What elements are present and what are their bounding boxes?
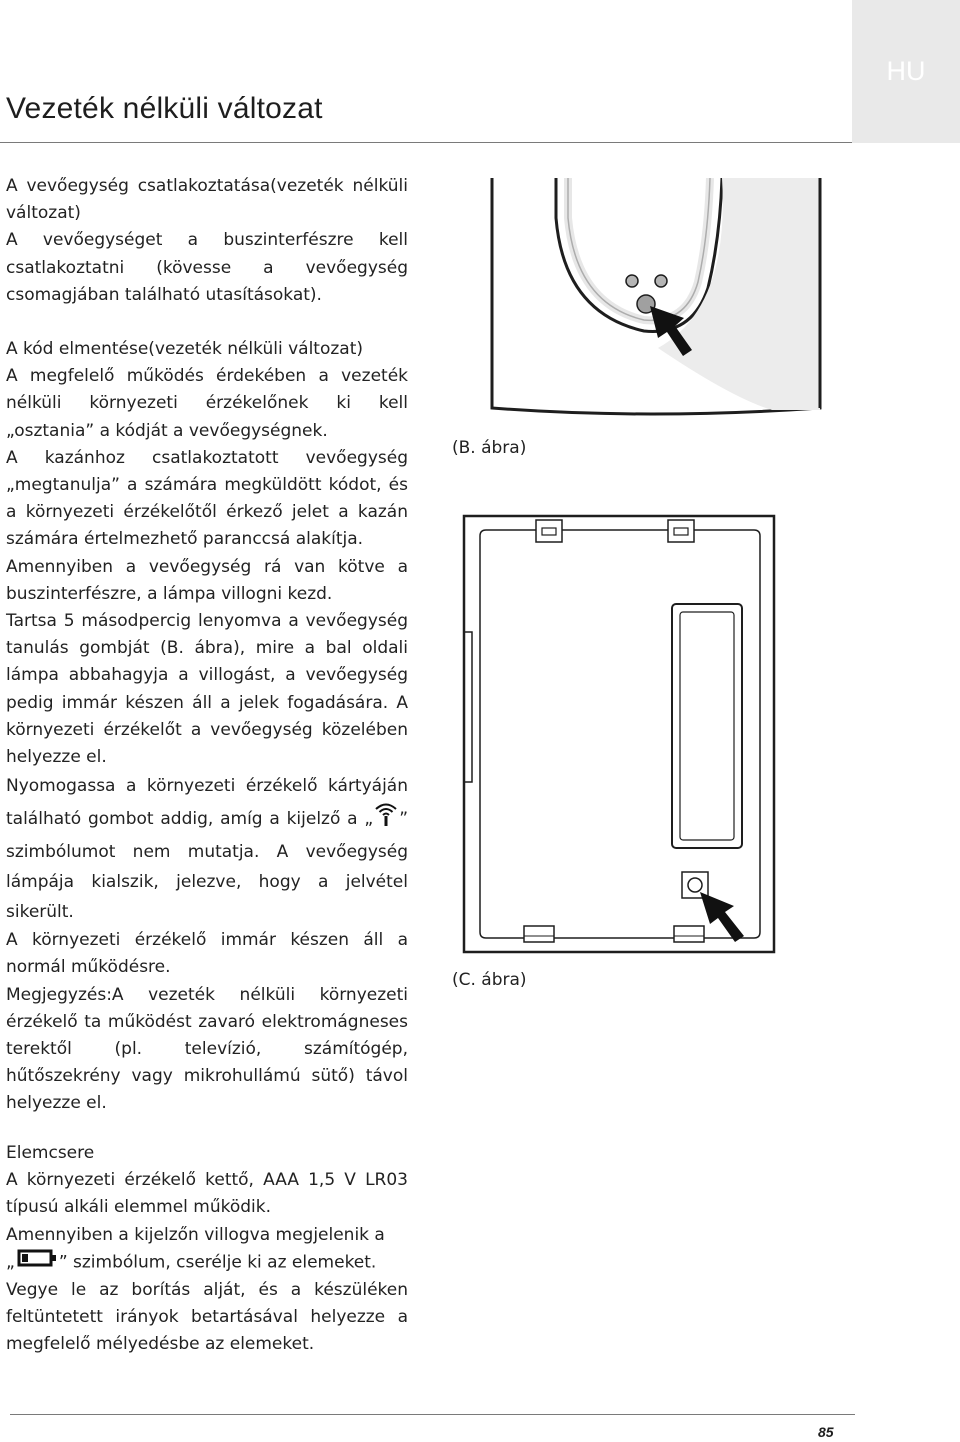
battery-paragraph-3a: „ [6, 1252, 15, 1273]
page-number: 85 [818, 1424, 834, 1440]
connect-body: A vevőegységet a buszinterfészre kell csatlakoztatni (kövesse a vevőegység csomagjában található utasításokat). [6, 230, 408, 305]
code-paragraph-2: A kazánhoz csatlakoztatott vevőegység „megtanulja” a számára megküldött kódot, és a környezeti érzékelőtől érkező jelet a kazán számára értelmezhető paranccsá alakítja. [6, 447, 408, 550]
battery-paragraph-3 [6, 1249, 408, 1277]
footer-rule [10, 1414, 855, 1415]
figure-b-label: (B. ábra) [452, 438, 527, 458]
code-paragraph-6: A környezeti érzékelő immár készen áll a normál működésre. [6, 930, 408, 978]
header-rule [0, 142, 852, 143]
battery-paragraph-3b: ” szimbólum, cserélje ki az elemeket. [58, 1252, 377, 1273]
code-paragraph-5 [6, 771, 408, 927]
figure-c-sensor-back [462, 512, 778, 956]
main-text-column [6, 173, 408, 1118]
battery-paragraph-1: A környezeti érzékelő kettő, AAA 1,5 V LR03 típusú alkáli elemmel működik. [6, 1170, 408, 1218]
code-heading: A kód elmentése(vezeték nélküli változat) [6, 339, 363, 360]
code-paragraph-3: Amennyiben a vevőegység rá van kötve a buszinterfészre, a lámpa villogni kezd. [6, 556, 408, 604]
language-tab [852, 0, 960, 143]
figure-b-receiver [472, 178, 824, 418]
language-code: HU [886, 56, 926, 86]
battery-low-icon [15, 1249, 59, 1276]
battery-section [6, 1140, 408, 1358]
wireless-signal-icon [373, 801, 399, 837]
figure-c-label: (C. ábra) [452, 970, 527, 990]
code-paragraph-1: A megfelelő működés érdekében a vezeték nélküli környezeti érzékelőnek ki kell „osztania” a kódját a vevőegységnek. [6, 366, 408, 441]
code-paragraph-5b: ” szimbólumot nem mutatja. A vevőegység lámpája kialszik, jelezve, hogy a jelvétel sikerült. [6, 809, 408, 923]
code-paragraph-5a: Nyomogassa a környezeti érzékelő kártyáján található gombot addig, amíg a kijelző a „ [6, 776, 408, 830]
battery-paragraph-4: Vegye le az borítás alját, és a készüléken feltüntetett irányok betartásával helyezze a megfelelő mélyedésbe az elemeket. [6, 1279, 408, 1355]
connect-heading: A vevőegység csatlakoztatása(vezeték nélküli változat) [6, 176, 408, 224]
page-title: Vezeték nélküli változat [6, 92, 323, 125]
battery-paragraph-2: Amennyiben a kijelzőn villogva megjelenik a [6, 1224, 385, 1245]
code-paragraph-4: Tartsa 5 másodpercig lenyomva a vevőegység tanulás gombját (B. ábra), mire a bal oldali lámpa abbahagyja a villogást, a vevőegység pedig immár készen áll a jelek fogadására. A környezeti érzékelőt a vevőegység közelében helyezze el. [6, 611, 408, 768]
battery-heading: Elemcsere [6, 1143, 95, 1163]
code-paragraph-7: Megjegyzés:A vezeték nélküli környezeti érzékelő ta működést zavaró elektromágneses terektől (pl. televízió, számítógép, hűtőszekrény vagy mikrohullámú sütő) távol helyezze el. [6, 984, 408, 1114]
